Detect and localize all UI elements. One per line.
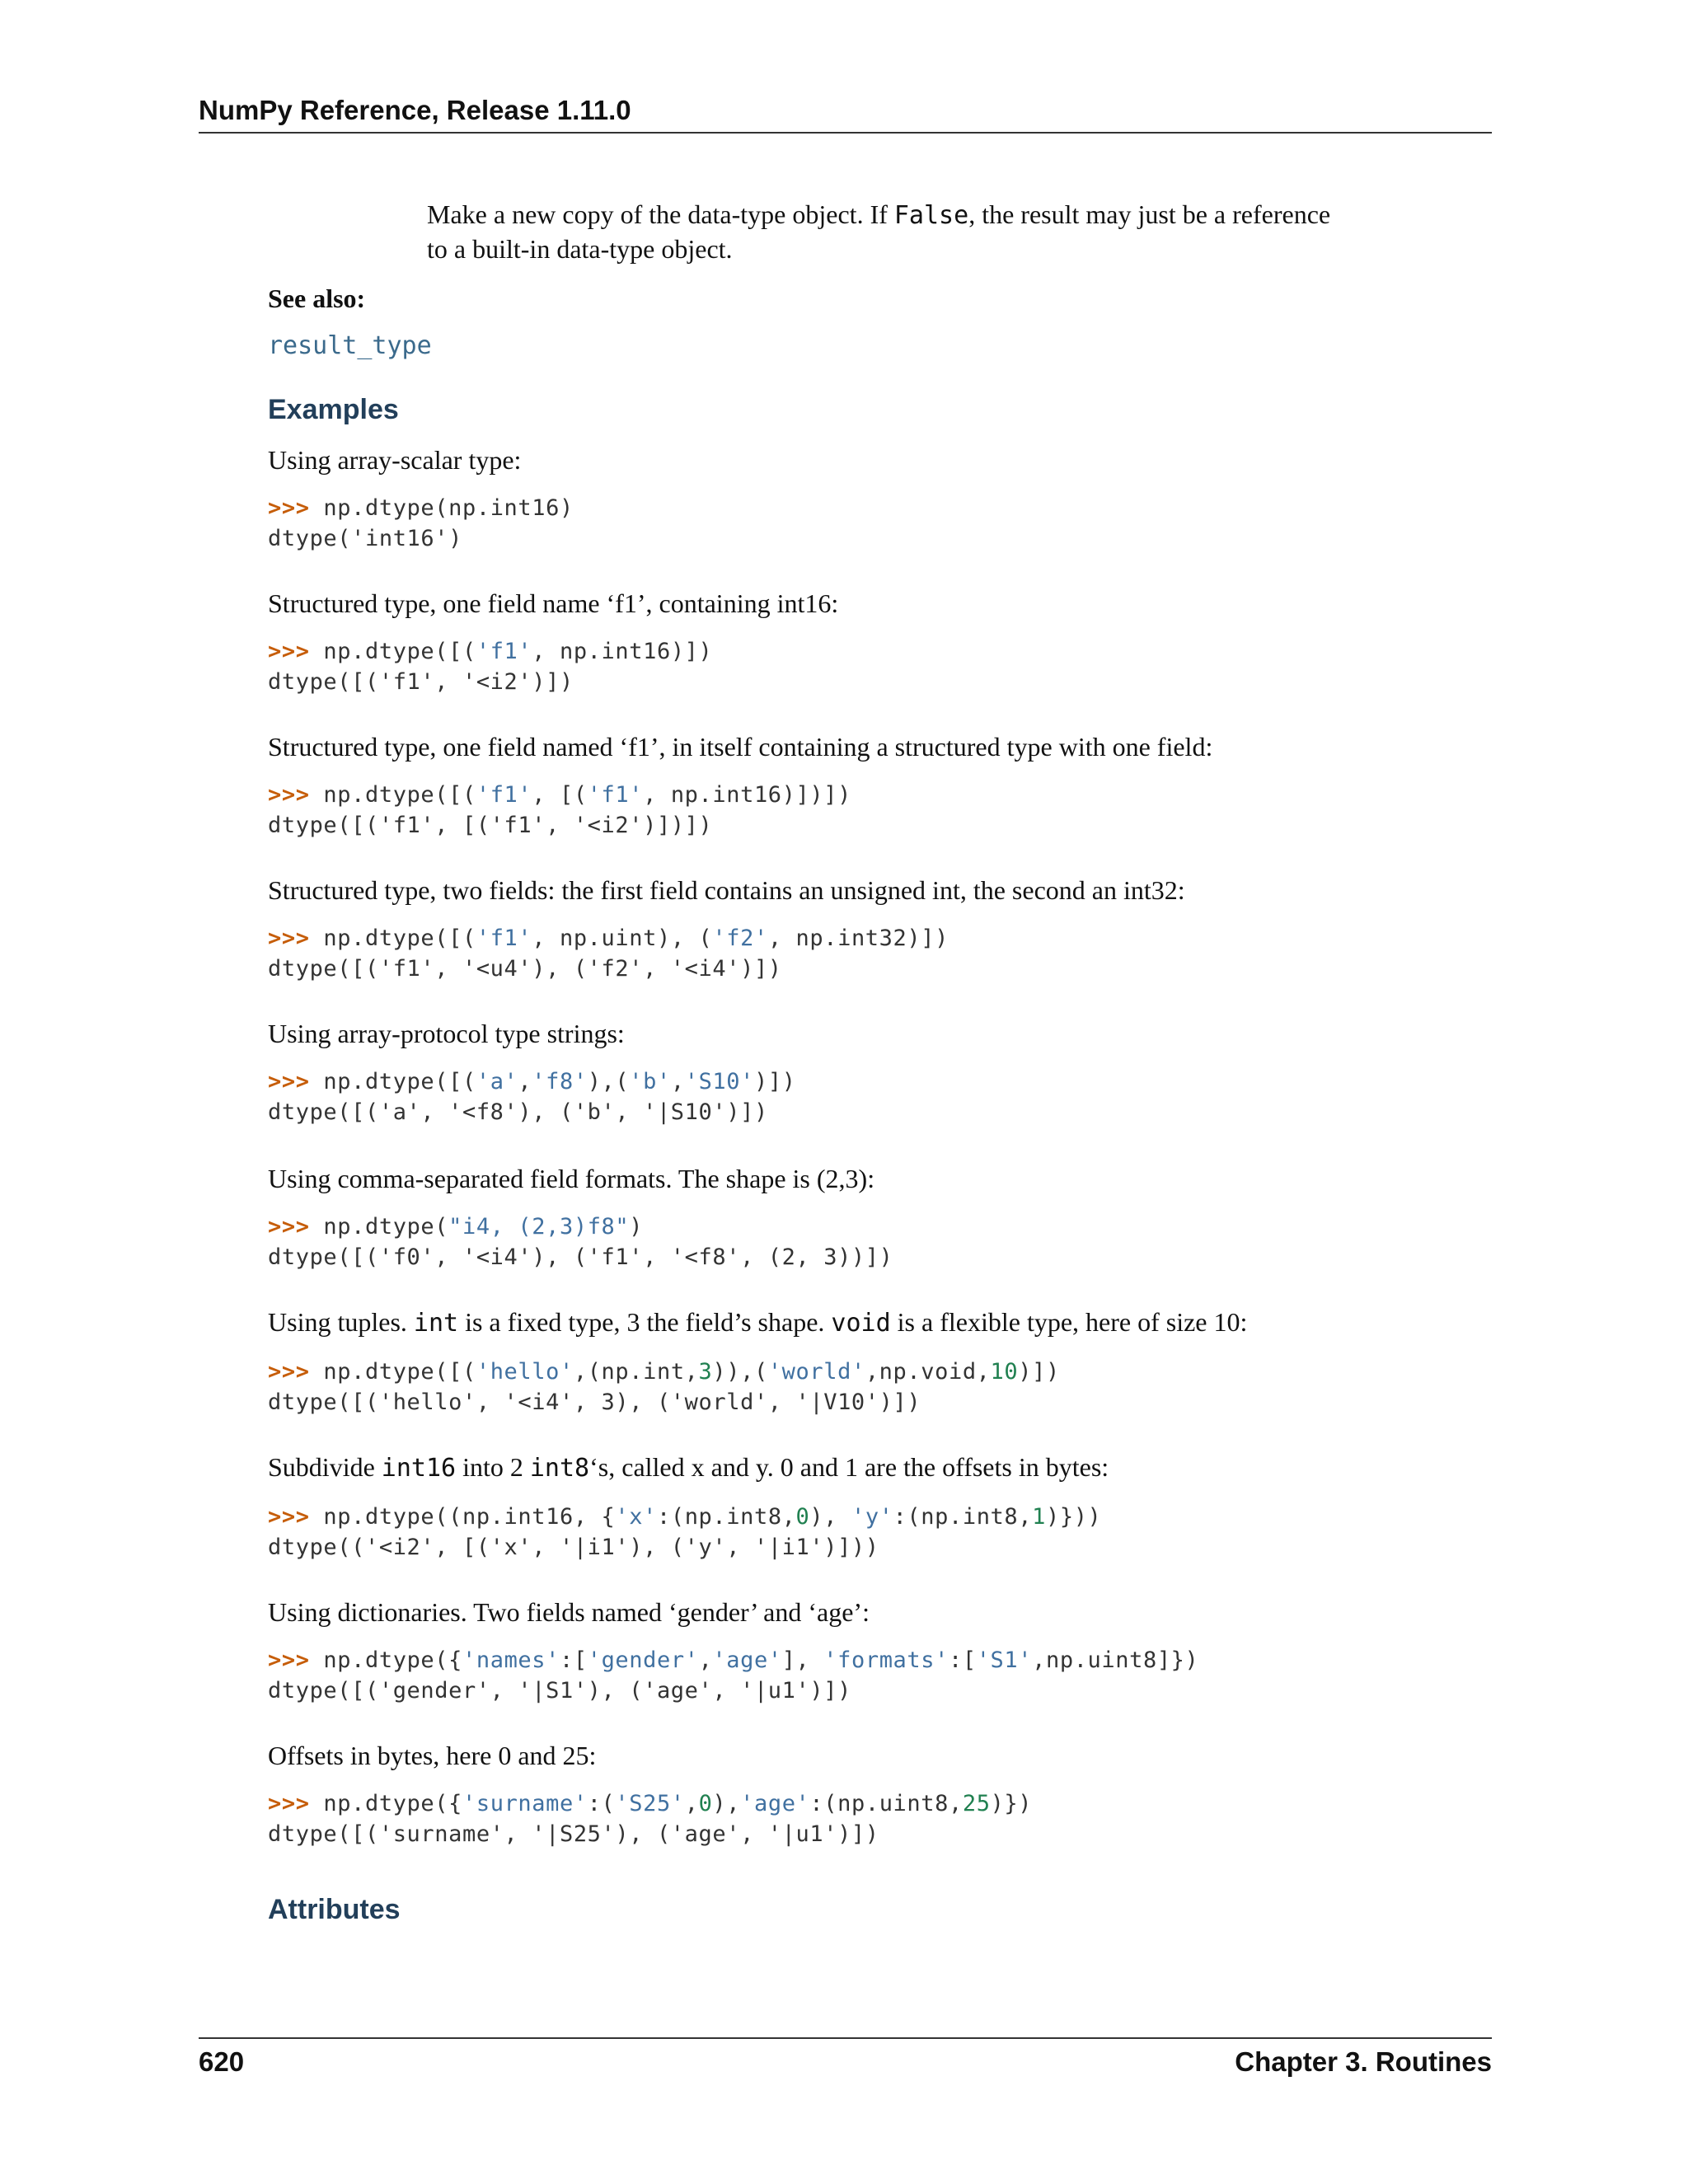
see-also-title: See also: — [268, 284, 366, 313]
header-title: NumPy Reference, Release 1.11.0 — [199, 95, 631, 125]
code-token: "i4, (2,3)f8" — [448, 1214, 630, 1240]
code-token: , np.int16)]) — [532, 639, 713, 664]
prompt-marker: >>> — [268, 639, 310, 664]
code-token: )),( — [712, 1359, 768, 1385]
code-token: 10 — [990, 1359, 1019, 1385]
code-token: ,(np.int, — [573, 1359, 699, 1385]
prompt-marker: >>> — [268, 495, 310, 521]
example-description — [268, 1451, 1109, 1485]
prompt-marker: >>> — [268, 1069, 310, 1094]
page-number: 620 — [199, 2046, 245, 2077]
intro-text: Make a new copy of the data-type object. If — [427, 199, 894, 229]
example-block — [268, 1739, 1032, 1849]
code-output-line: dtype([('f0', '<i4'), ('f1', '<f8', (2, 3))]) — [268, 1244, 893, 1270]
code-token: 'S25' — [615, 1791, 685, 1816]
inline-code: void — [831, 1309, 891, 1338]
code-token: 'a' — [476, 1069, 518, 1094]
code-token: 'f1' — [476, 926, 532, 951]
code-block — [268, 1066, 796, 1127]
code-token: , np.int16)])]) — [643, 782, 851, 808]
code-token: 'age' — [740, 1791, 810, 1816]
code-block — [268, 1357, 1247, 1418]
code-input-line — [268, 1788, 1032, 1819]
example-description: Structured type, one field named ‘f1’, in itself containing a structured type with one field: — [268, 732, 1213, 762]
code-token: np.dtype({ — [309, 1791, 462, 1816]
code-token: 'formats' — [823, 1647, 949, 1673]
code-input-line — [268, 780, 1212, 810]
code-token: np.dtype([( — [309, 782, 476, 808]
code-output-line: dtype([('a', '<f8'), ('b', '|S10')]) — [268, 1099, 768, 1125]
attributes-heading: Attributes — [268, 1894, 401, 1925]
code-output-line: dtype([('f1', '<i2')]) — [268, 669, 574, 695]
code-token: 0 — [698, 1791, 713, 1816]
code-input-line — [268, 636, 838, 667]
code-token: :( — [587, 1791, 616, 1816]
code-token: ) — [629, 1214, 644, 1240]
prompt-marker: >>> — [268, 1359, 310, 1385]
code-token: ], — [781, 1647, 824, 1673]
description-text: Using tuples. — [268, 1307, 414, 1337]
example-block — [268, 730, 1212, 841]
code-token: )}) — [990, 1791, 1033, 1816]
code-token: :[ — [948, 1647, 977, 1673]
code-token: , — [518, 1069, 532, 1094]
code-token: :[ — [560, 1647, 588, 1673]
code-token: 'x' — [615, 1504, 657, 1530]
code-token: ,np.uint8]}) — [1032, 1647, 1199, 1673]
inline-code: int8 — [529, 1454, 590, 1483]
inline-code: int16 — [381, 1454, 457, 1483]
code-token: 25 — [962, 1791, 991, 1816]
example-block — [268, 874, 1185, 984]
example-block — [268, 1451, 1109, 1563]
example-description: Structured type, one field name ‘f1’, containing int16: — [268, 588, 839, 618]
code-token: :(np.uint8, — [809, 1791, 963, 1816]
code-input-line — [268, 1357, 1247, 1387]
code-block — [268, 1212, 893, 1272]
description-text: into 2 — [456, 1452, 530, 1482]
description-text: is a flexible type, here of size 10: — [890, 1307, 1248, 1337]
code-token: 'surname' — [462, 1791, 588, 1816]
code-token: 'f2' — [712, 926, 768, 951]
code-input-line — [268, 923, 1185, 954]
code-block — [268, 636, 838, 697]
code-token: 'hello' — [476, 1359, 574, 1385]
intro-text: , the result may just be a reference — [968, 199, 1331, 229]
code-token: ,np.void, — [865, 1359, 991, 1385]
code-block — [268, 1645, 1198, 1706]
code-token: :(np.int8, — [656, 1504, 796, 1530]
example-description: Structured type, two fields: the first field contains an unsigned int, the second an int32: — [268, 875, 1185, 905]
prompt-marker: >>> — [268, 1791, 310, 1816]
code-input-line — [268, 493, 574, 523]
example-block — [268, 1162, 893, 1272]
prompt-marker: >>> — [268, 1504, 310, 1530]
code-token: 'b' — [629, 1069, 671, 1094]
code-token: np.dtype((np.int16, { — [309, 1504, 616, 1530]
code-token: 'f8' — [532, 1069, 588, 1094]
code-output-line: dtype([('f1', '<u4'), ('f2', '<i4')]) — [268, 956, 782, 982]
code-token: 'f1' — [587, 782, 644, 808]
example-block — [268, 1305, 1247, 1418]
example-description: Using array-scalar type: — [268, 445, 522, 475]
code-token: 1 — [1032, 1504, 1046, 1530]
code-token: np.dtype([( — [309, 1069, 476, 1094]
code-token: ), — [712, 1791, 741, 1816]
code-input-line — [268, 1645, 1198, 1675]
code-output-line: dtype(('<i2', [('x', '|i1'), ('y', '|i1')])) — [268, 1535, 879, 1560]
examples-heading: Examples — [268, 394, 399, 425]
code-token: )]) — [754, 1069, 796, 1094]
prompt-marker: >>> — [268, 782, 310, 808]
code-token: np.dtype([( — [309, 1359, 476, 1385]
description-text: ‘s, called x and y. 0 and 1 are the offsets in bytes: — [589, 1452, 1109, 1482]
code-block — [268, 923, 1185, 984]
running-header — [199, 92, 1492, 134]
code-token: 0 — [795, 1504, 810, 1530]
code-token: 3 — [698, 1359, 713, 1385]
code-input-line — [268, 1066, 796, 1097]
code-block — [268, 1502, 1109, 1563]
code-token: 'world' — [767, 1359, 865, 1385]
description-text: is a fixed type, 3 the field’s shape. — [458, 1307, 832, 1337]
code-token: np.dtype( — [309, 1214, 449, 1240]
running-footer — [199, 2037, 1492, 2085]
intro-paragraph — [427, 198, 1400, 265]
code-token: np.dtype([( — [309, 926, 476, 951]
code-token: )]) — [1018, 1359, 1060, 1385]
example-block — [268, 443, 574, 554]
code-output-line: dtype('int16') — [268, 526, 462, 551]
code-token: 'names' — [462, 1647, 560, 1673]
code-token: , — [698, 1647, 713, 1673]
code-token: np.dtype({ — [309, 1647, 462, 1673]
code-token: 'age' — [712, 1647, 782, 1673]
example-block — [268, 1017, 796, 1127]
code-block — [268, 780, 1212, 841]
code-token: 'S1' — [976, 1647, 1033, 1673]
code-token: 'f1' — [476, 782, 532, 808]
code-output-line: dtype([('gender', '|S1'), ('age', '|u1')]) — [268, 1678, 851, 1704]
code-token: , [( — [532, 782, 588, 808]
inline-code-false: False — [893, 201, 969, 230]
intro-text-line2: to a built-in data-type object. — [427, 234, 733, 264]
result-type-link[interactable]: result_type — [268, 331, 432, 360]
example-description: Using array-protocol type strings: — [268, 1019, 625, 1048]
chapter-title: Chapter 3. Routines — [1235, 2046, 1492, 2077]
code-block — [268, 493, 574, 554]
code-token: )})) — [1045, 1504, 1102, 1530]
prompt-marker: >>> — [268, 926, 310, 951]
code-input-line — [268, 1502, 1109, 1532]
code-token: ), — [809, 1504, 851, 1530]
code-output-line: dtype([('f1', [('f1', '<i2')])]) — [268, 813, 713, 838]
code-token: , — [684, 1791, 699, 1816]
code-token: 'gender' — [587, 1647, 699, 1673]
code-output-line: dtype([('hello', '<i4', 3), ('world', '|V10')]) — [268, 1390, 921, 1415]
code-token: ),( — [587, 1069, 630, 1094]
code-token: 'S10' — [684, 1069, 754, 1094]
see-also-section — [268, 282, 365, 315]
prompt-marker: >>> — [268, 1214, 310, 1240]
code-token: , np.uint), ( — [532, 926, 713, 951]
example-description: Using dictionaries. Two fields named ‘gender’ and ‘age’: — [268, 1597, 870, 1627]
code-token: , — [670, 1069, 685, 1094]
inline-code: int — [413, 1309, 459, 1338]
code-token: , np.int32)]) — [767, 926, 949, 951]
example-block — [268, 1596, 1198, 1706]
prompt-marker: >>> — [268, 1647, 310, 1673]
code-output-line: dtype([('surname', '|S25'), ('age', '|u1')]) — [268, 1821, 879, 1847]
example-description: Offsets in bytes, here 0 and 25: — [268, 1741, 597, 1770]
code-token: :(np.int8, — [893, 1504, 1033, 1530]
example-block — [268, 587, 838, 697]
code-input-line — [268, 1212, 893, 1242]
example-description: Using comma-separated field formats. The shape is (2,3): — [268, 1164, 875, 1193]
code-token: np.dtype(np.int16) — [309, 495, 574, 521]
description-text: Subdivide — [268, 1452, 382, 1482]
example-description — [268, 1305, 1247, 1340]
code-token: 'y' — [851, 1504, 893, 1530]
code-block — [268, 1788, 1032, 1849]
code-token: np.dtype([( — [309, 639, 476, 664]
code-token: 'f1' — [476, 639, 532, 664]
